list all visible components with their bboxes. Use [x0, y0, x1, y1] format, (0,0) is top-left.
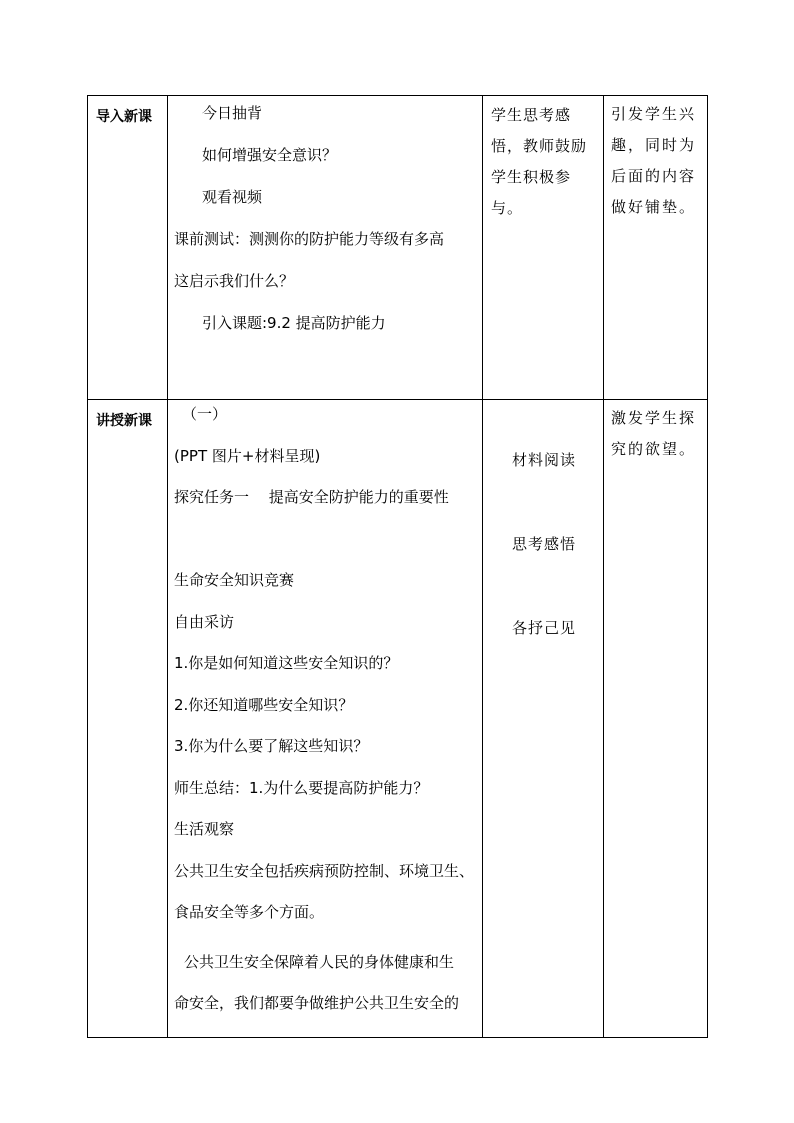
- content-line: 观看视频: [202, 188, 263, 206]
- student-activity-line: 各抒己见: [511, 619, 576, 637]
- teacher-activity: [168, 96, 483, 400]
- student-activity-line: [491, 488, 597, 530]
- content-line: 公共卫生安全保障着人民的身体健康和生: [184, 952, 455, 971]
- content-line: 命安全，我们都要争做维护公共卫生安全的: [174, 994, 460, 1012]
- table-row: [88, 400, 708, 1038]
- paragraph: [174, 949, 482, 1032]
- student-activity-line: [491, 572, 597, 614]
- content-line: 公共卫生安全包括疾病预防控制、环境卫生、: [174, 861, 475, 880]
- student-activity: 学生思考感悟，教师鼓励学生积极参与。: [483, 96, 604, 400]
- design-purpose: 激发学生探究的欲望。: [604, 400, 708, 1038]
- content-line: （一）: [182, 405, 228, 423]
- student-activity-line: [491, 404, 597, 446]
- table-row: [88, 96, 708, 400]
- section-label: 讲授新课: [88, 400, 168, 1038]
- content-line: 今日抽背: [202, 104, 263, 122]
- content-line: 生活观察: [174, 820, 235, 838]
- content-line: 探究任务一 提高安全防护能力的重要性: [174, 488, 449, 506]
- content-line: 如何增强安全意识？: [202, 146, 338, 164]
- content-line: 1.你是如何知道这些安全知识的？: [174, 654, 399, 672]
- content-line: [174, 526, 482, 568]
- teacher-activity: [168, 400, 483, 1038]
- content-line: 生命安全知识竞赛: [174, 571, 295, 589]
- content-line: 2.你还知道哪些安全知识？: [174, 695, 354, 714]
- content-line: 引入课题:9.2 提高防护能力: [202, 314, 386, 332]
- content-line: 课前测试：测测你的防护能力等级有多高: [174, 230, 445, 248]
- student-activity-line: 思考感悟: [511, 535, 576, 553]
- student-activity-line: 材料阅读: [511, 451, 576, 469]
- content-line: 师生总结：1.为什么要提高防护能力？: [174, 778, 429, 797]
- lesson-plan-table: [87, 95, 708, 1038]
- section-label: 导入新课: [88, 96, 168, 400]
- content-line: 3.你为什么要了解这些知识？: [174, 737, 369, 755]
- content-line: (PPT 图片+材料呈现): [174, 446, 321, 465]
- content-line: 这启示我们什么？: [174, 272, 295, 290]
- content-line: 食品安全等多个方面。: [174, 903, 325, 921]
- paragraph: [174, 858, 482, 941]
- design-purpose: 引发学生兴趣，同时为后面的内容做好铺垫。: [604, 96, 708, 400]
- student-activity: [483, 400, 604, 1038]
- content-line: 自由采访: [174, 612, 235, 631]
